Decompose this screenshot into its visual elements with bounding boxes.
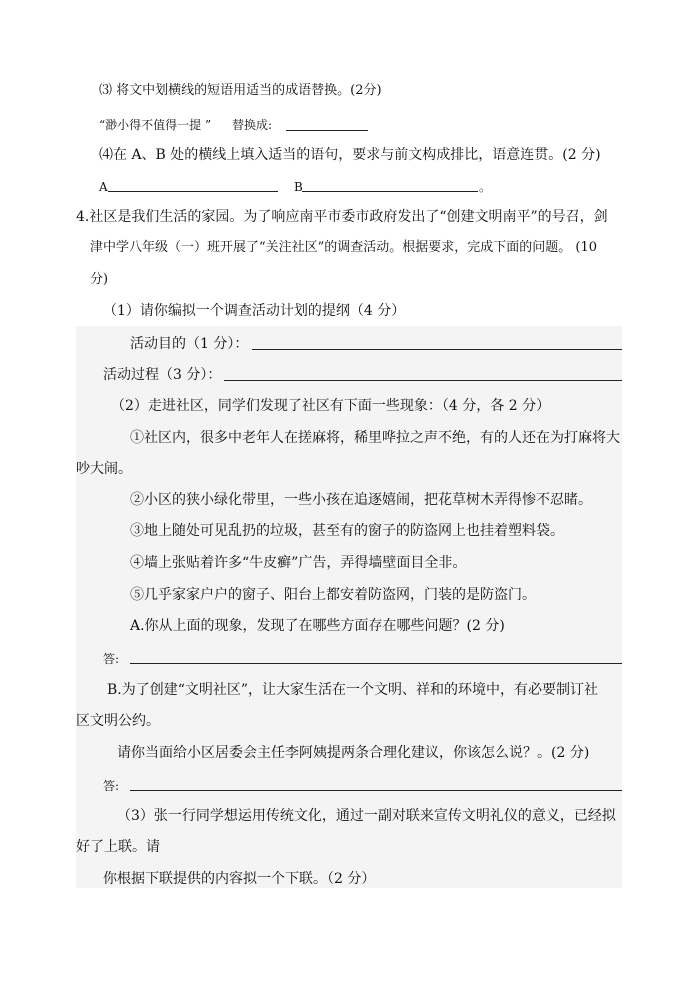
question-3-answer-line[interactable] [286, 130, 368, 131]
sub-question-1-title: （1）请你编拟一个调查活动计划的提纲（4 分） [103, 303, 406, 319]
answer-1-line[interactable] [130, 663, 622, 664]
question-4-b-label: B [294, 180, 303, 194]
question-4-a-label: A [99, 180, 108, 194]
activity-process-answer-line[interactable] [224, 380, 622, 381]
phenomenon-1-line-2: 吵大闹。 [76, 461, 132, 477]
question-b-line-2: 区文明公约。 [76, 713, 160, 729]
question-4-b-answer-line[interactable] [302, 191, 478, 192]
question-4-text: ⑷在 A、B 处的横线上填入适当的语句，要求与前文构成排比，语意连贯。(2 分) [99, 147, 601, 163]
phenomenon-5: ⑤几乎家家户户的窗子、阳台上都安着防盗网，门装的是防盗门。 [130, 587, 536, 603]
sub-question-3-line-3: 你根据下联提供的内容拟一个下联。（2 分） [103, 871, 376, 887]
sub-question-2-title: （2）走进社区，同学们发现了社区有下面一些现象：（4 分，各 2 分） [111, 398, 551, 414]
question-4-a-answer-line[interactable] [108, 191, 278, 192]
phenomenon-1-line-1: ①社区内，很多中老年人在搓麻将，稀里哗拉之声不绝，有的人还在为打麻将大 [130, 430, 620, 446]
main-question-line-2: 津中学八年级（一）班开展了“关注社区”的调查活动。根据要求，完成下面的问题。 (10 [90, 240, 598, 255]
answer-2-label: 答: [103, 779, 120, 793]
phenomenon-3: ③地上随处可见乱扔的垃圾，甚至有的窗子的防盗网上也挂着塑料袋。 [130, 523, 564, 539]
sub-question-3-line-2: 好了上联。请 [76, 839, 160, 855]
main-question-line-3: 分) [90, 272, 109, 287]
question-3-phrase: “渺小得不值得一提 ” [99, 118, 212, 132]
activity-purpose-answer-line[interactable] [252, 349, 622, 350]
question-4-end-mark: 。 [479, 180, 492, 194]
sub-question-3-line-1: （3）张一行同学想运用传统文化，通过一副对联来宣传文明礼仪的意义，已经拟 [117, 808, 616, 824]
phenomenon-4: ④墙上张贴着许多“牛皮癣”广告，弄得墙壁面目全非。 [130, 555, 467, 571]
main-question-line-1: 4.社区是我们生活的家园。为了响应南平市委市政府发出了“创建文明南平”的号召，剑 [76, 209, 608, 225]
phenomenon-2: ②小区的狭小绿化带里，一些小孩在追逐嬉闹，把花草树木弄得惨不忍睹。 [130, 492, 592, 508]
activity-purpose-label: 活动目的（1 分）： [130, 336, 249, 352]
activity-process-label: 活动过程（3 分）： [103, 367, 222, 383]
question-3-replace-label: 替换成: [232, 118, 273, 132]
answer-2-line[interactable] [130, 790, 622, 791]
question-b-line-1: B.为了创建“文明社区”，让大家生活在一个文明、祥和的环境中，有必要制订社 [107, 682, 599, 698]
question-a-text: A.你从上面的现象，发现了在哪些方面存在哪些问题？(2 分) [130, 618, 505, 634]
answer-1-label: 答: [103, 652, 120, 666]
question-b-line-3: 请你当面给小区居委会主任李阿姨提两条合理化建议，你该怎么说？。(2 分) [117, 745, 590, 761]
question-3-text: ⑶ 将文中划横线的短语用适当的成语替换。(2分) [99, 83, 382, 98]
